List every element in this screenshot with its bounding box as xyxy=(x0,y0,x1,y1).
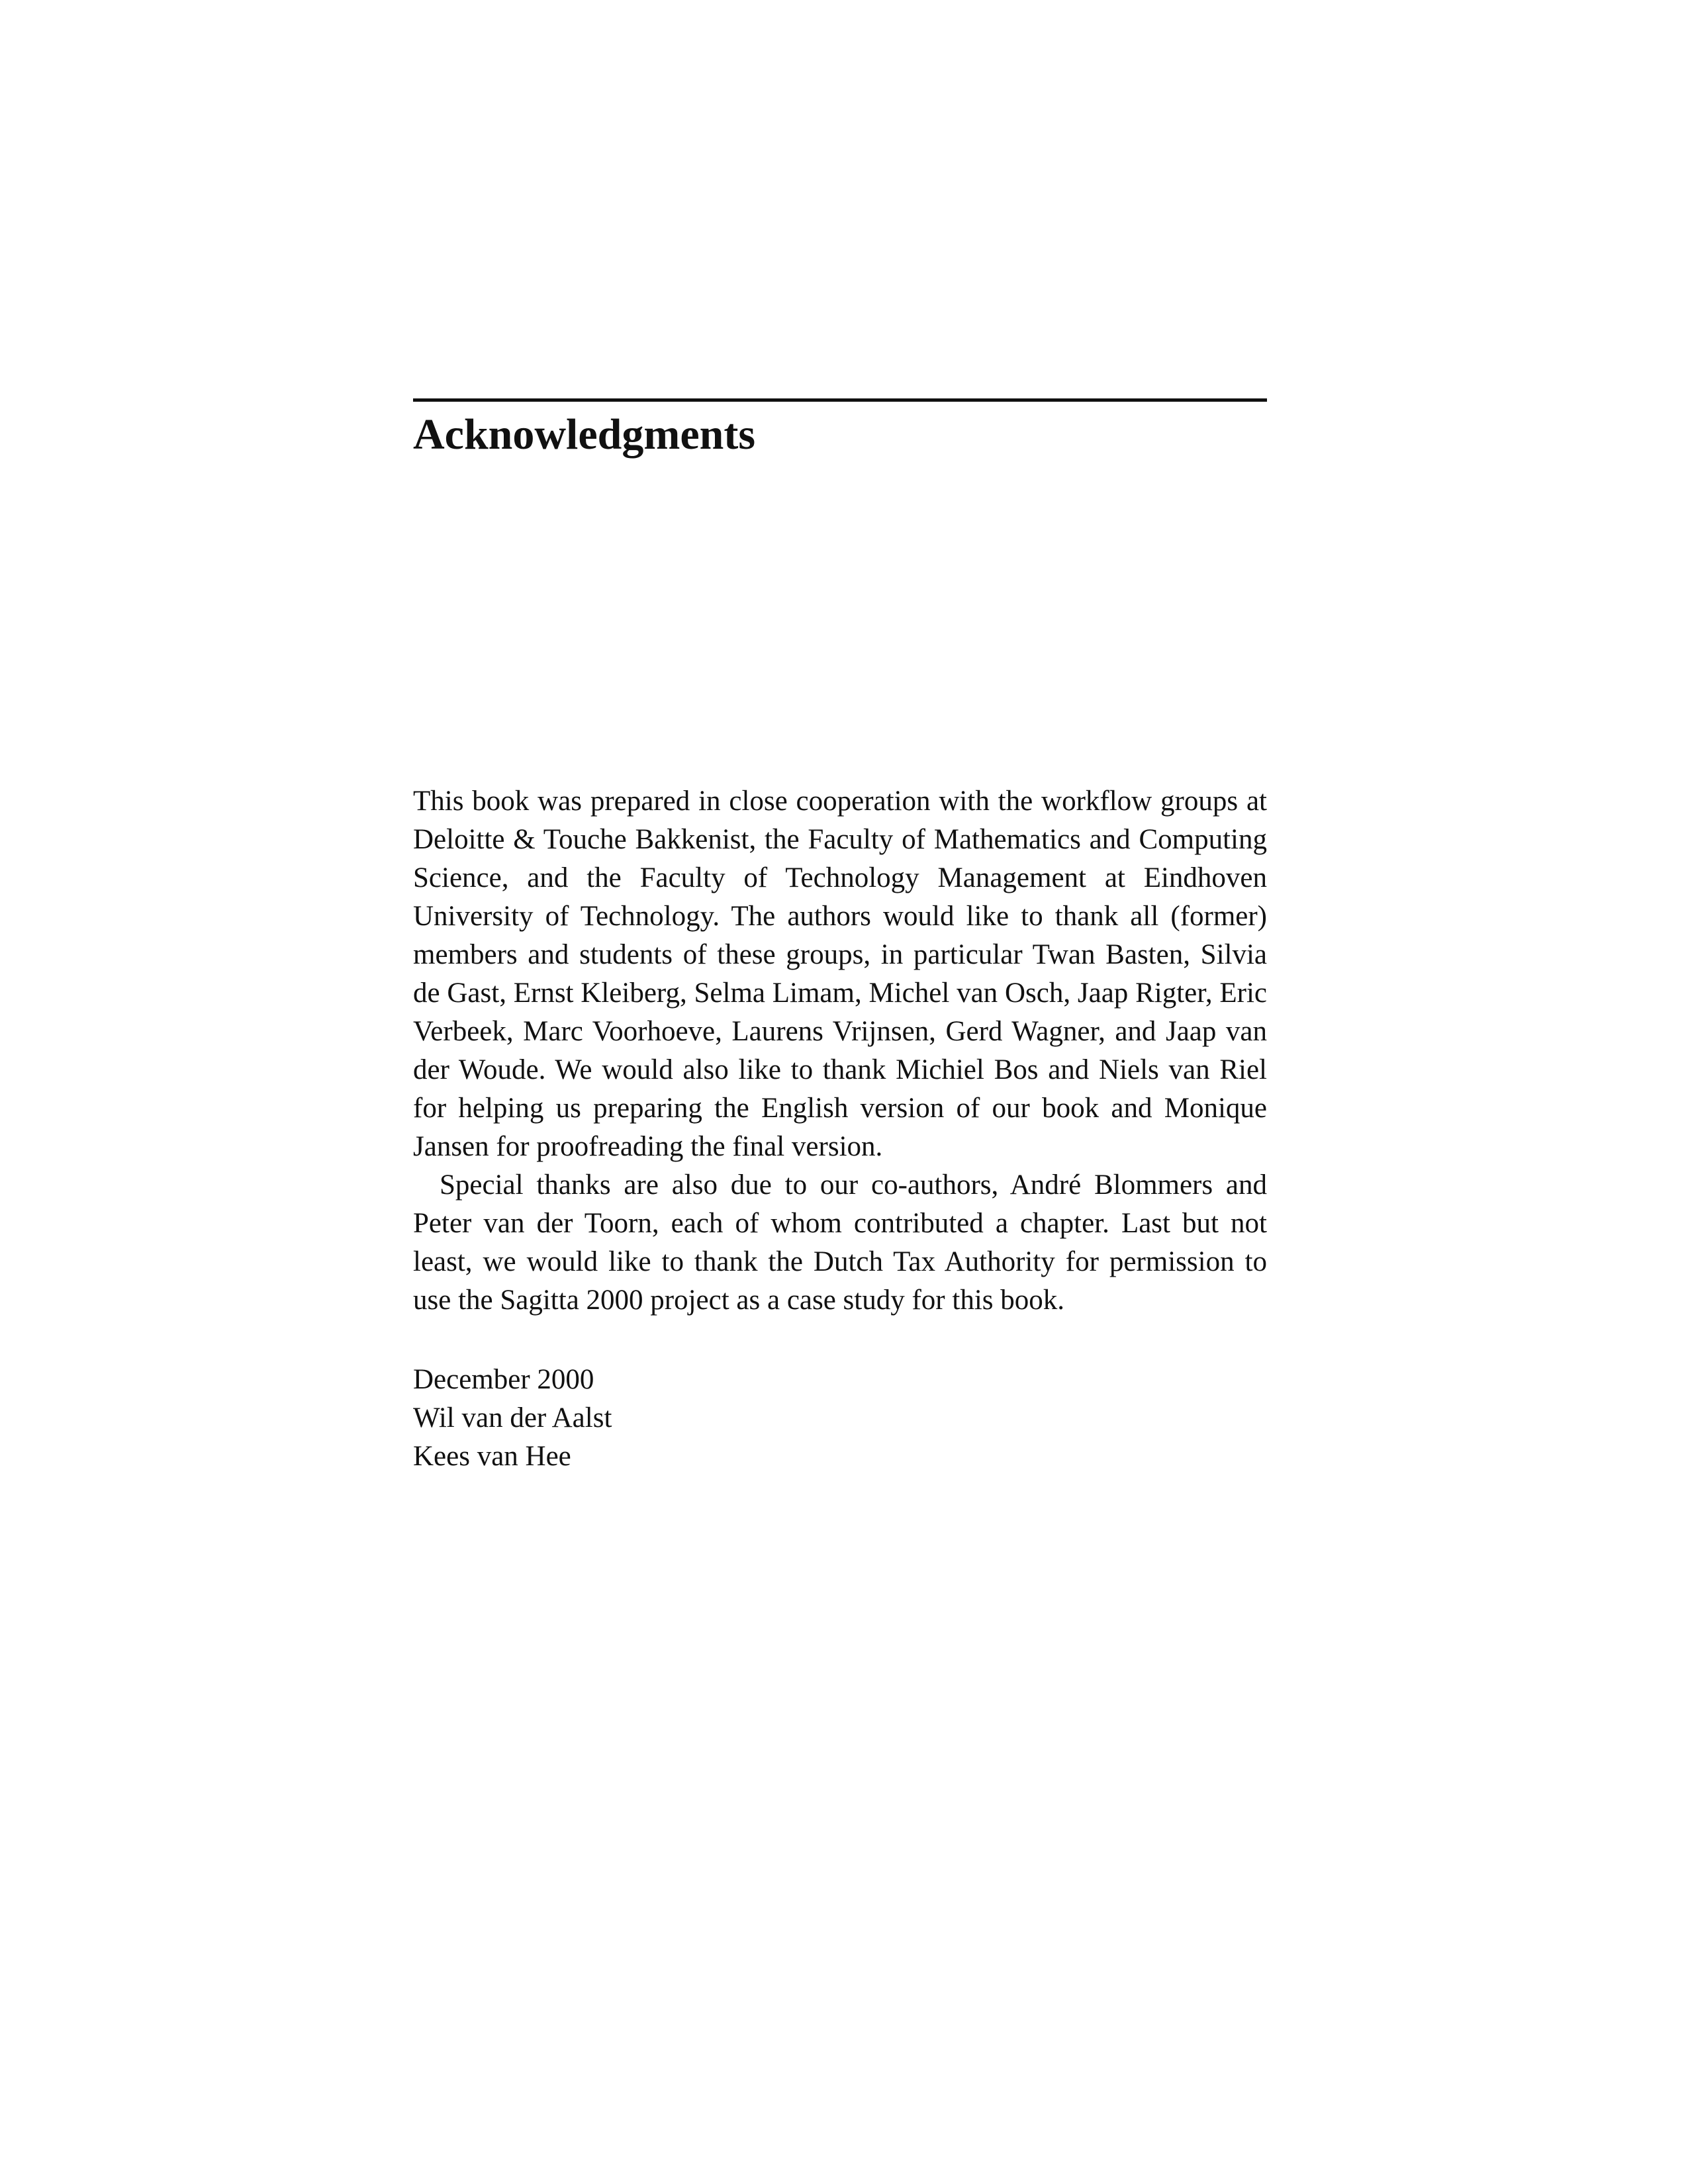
acknowledgments-body xyxy=(413,782,1267,1320)
paragraph-2: Special thanks are also due to our co-authors, André Blommers and Peter van der Toorn, each of whom contributed a chapter. Last but not least, we would like to thank the Dutch Tax Authority for permission to use the Sagitta 2000 project as a case study for this book. xyxy=(413,1169,1267,1316)
author-name: Wil van der Aalst xyxy=(413,1402,612,1433)
signature-date: December 2000 xyxy=(413,1364,594,1395)
heading-rule xyxy=(413,398,1267,402)
page-title: Acknowledgments xyxy=(413,410,756,459)
signature-block xyxy=(413,1361,1009,1476)
author-name: Kees van Hee xyxy=(413,1441,571,1472)
paragraph-1: This book was prepared in close cooperation with the workflow groups at Deloitte & Touche Bakkenist, the Faculty of Mathematics and Computing Science, and the Faculty of Technology Management at Eindhoven University of Technology. The authors would like to thank all (former) members and students of these groups, in particular Twan Basten, Silvia de Gast, Ernst Kleiberg, Selma Limam, Michel van Osch, Jaap Rigter, Eric Verbeek, Marc Voorhoeve, Laurens Vrijnsen, Gerd Wagner, and Jaap van der Woude. We would also like to thank Michiel Bos and Niels van Riel for helping us preparing the English version of our book and Monique Jansen for proofreading the final version. xyxy=(413,786,1267,1162)
